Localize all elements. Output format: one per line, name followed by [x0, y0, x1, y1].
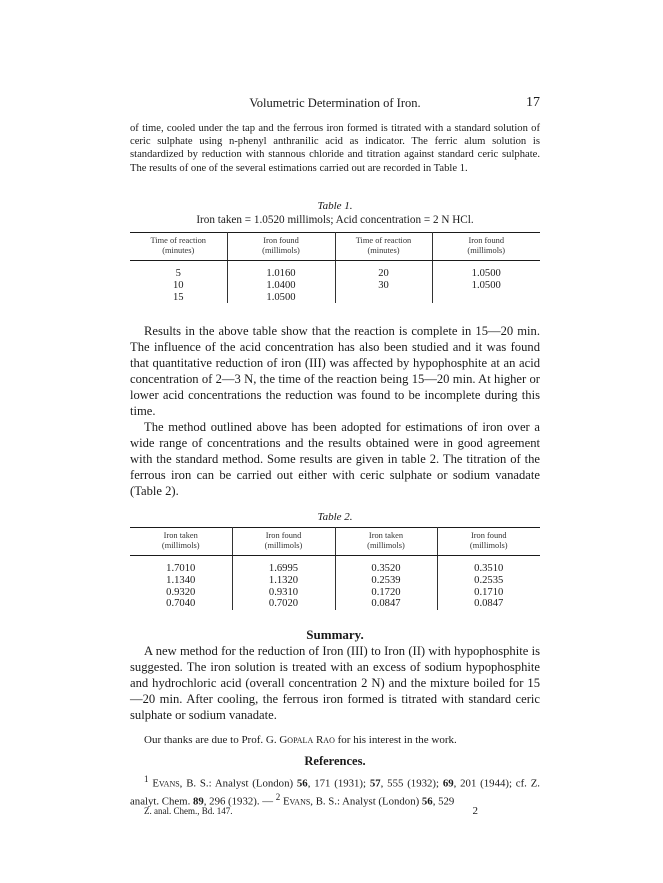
table-cell: 15	[130, 292, 227, 304]
intro-paragraph: of time, cooled under the tap and the ferrous iron formed is titrated with a standard solution of ceric sulphate using n-phenyl anthranilic acid as indicator. The ferric alum solution is standardized by reduction with stannous chloride and titration against standard ceric sulphate. The results of one of the several estimations carried out are recorded in Table 1.	[130, 123, 540, 174]
table-cell: 0.0847	[335, 598, 437, 610]
table-row	[130, 280, 540, 292]
table-cell: 1.0500	[227, 292, 335, 304]
table1-column-header	[130, 233, 227, 261]
table-cell	[432, 292, 540, 304]
ref-volume: 56	[296, 777, 308, 790]
table2-header-text: (millimols)	[264, 541, 303, 550]
thanks-name: Gopala Rao	[279, 734, 335, 746]
table-cell: 0.9320	[130, 587, 232, 599]
ref-text: : Analyst (London)	[208, 777, 297, 790]
table1-header-text: Time of reaction	[355, 236, 412, 245]
table-cell	[335, 292, 432, 304]
ref-volume: 57	[369, 777, 381, 790]
table1-column-header	[432, 233, 540, 261]
table-cell: 1.0500	[471, 279, 501, 291]
ref-text: , 171 (1931);	[307, 777, 370, 790]
table2-header-text: (millimols)	[161, 541, 200, 550]
table-cell: 0.2539	[335, 575, 437, 587]
table1-header-text: Time of reaction	[150, 236, 206, 245]
table2-header-text: Iron taken	[163, 531, 198, 540]
summary-text: A new method for the reduction of Iron (III) to Iron (II) with hypophosphite is suggested. The iron solution is treated with an excess of sodium hypophosphite and hydrochloric acid (overall concentration 2 N) and the mixture boiled for 15—20 min. After cooling, the ferrous iron formed is titrated with standard ceric sulphate or sodium vanadate.	[130, 644, 540, 722]
table2-caption: Table 2.	[317, 511, 353, 523]
table-cell: 5	[130, 261, 227, 280]
table1-column-header	[335, 233, 432, 261]
table-row	[130, 556, 540, 575]
table-row	[130, 261, 540, 280]
table-cell: 1.1340	[130, 575, 232, 587]
table1-header-text: Iron found	[468, 236, 505, 245]
summary-heading: Summary.	[306, 627, 364, 642]
table-row	[130, 575, 540, 587]
footer-signature: 2	[472, 805, 478, 817]
table1-header-text: Iron found	[263, 236, 299, 245]
table-cell: 0.9310	[232, 587, 335, 599]
table-cell: 1.7010	[130, 556, 232, 575]
table2-column-header	[232, 528, 335, 556]
acknowledgement	[144, 734, 540, 746]
table2-body	[130, 556, 540, 611]
table2-header-text: (millimols)	[469, 541, 508, 550]
references-heading: References.	[304, 754, 366, 768]
table1-body	[130, 261, 540, 304]
ref-volume: 56	[421, 795, 433, 808]
ref-text: , 296 (1932). —	[203, 795, 276, 808]
table-cell: 0.2535	[474, 574, 504, 586]
table1-header-text: (millimols)	[467, 246, 506, 255]
table-row	[130, 292, 540, 304]
ref-author: Evans, B. S.	[152, 777, 209, 790]
table1-header-row	[130, 233, 540, 261]
table2-header-row	[130, 528, 540, 556]
table-cell: 0.1710	[474, 586, 504, 598]
table-cell: 20	[335, 261, 432, 280]
ref-volume: 89	[192, 795, 204, 808]
table2-column-header	[437, 528, 540, 556]
table2-header-text: Iron found	[470, 531, 507, 540]
ref-author: Evans, B. S.	[282, 795, 338, 808]
table-cell: 0.3520	[335, 556, 437, 575]
table2-header-text: Iron taken	[368, 531, 404, 540]
table2-column-header	[130, 528, 232, 556]
table1-condition: Iron taken = 1.0520 millimols; Acid concentration = 2 N HCl.	[196, 214, 474, 226]
ref-marker: 1	[144, 774, 149, 784]
running-header	[130, 96, 540, 114]
table-cell: 0.3510	[474, 563, 504, 574]
thanks-text-after: for his interest in the work.	[334, 734, 457, 746]
table-cell: 0.0847	[474, 598, 504, 610]
table-cell: 1.6995	[232, 556, 335, 575]
ref-text: , 529	[432, 795, 455, 808]
table1-header-text: (millimols)	[262, 246, 300, 255]
table-cell: 10	[130, 280, 227, 292]
table1-header-text: (minutes)	[162, 246, 195, 255]
table-cell: 1.0400	[227, 280, 335, 292]
table-cell: 1.1320	[232, 575, 335, 587]
references-list	[130, 773, 540, 809]
table1	[130, 232, 540, 303]
ref-text: : Analyst (London)	[337, 795, 422, 808]
table1-header-text: (minutes)	[367, 246, 400, 255]
table-cell: 30	[335, 280, 432, 292]
results-paragraph: Results in the above table show that the reaction is complete in 15—20 min. The influence of the acid concentration has also been studied and it was found that quantitative reduction of iron (III) was affected by hypophosphite at an acid concentration of 2—3 N, the time of the reaction being 15—20 min. At higher or lower acid concentrations the reduction was found to be incomplete during this time.	[130, 324, 540, 418]
ref-volume: 69	[442, 777, 454, 790]
table1-caption: Table 1.	[317, 200, 353, 212]
table2-header-text: Iron found	[265, 531, 302, 540]
table-row	[130, 587, 540, 599]
running-title: Volumetric Determination of Iron.	[249, 96, 421, 110]
method-paragraph: The method outlined above has been adopted for estimations of iron over a wide range of concentrations and the results obtained were in good agreement with the standard method. Some results are given in table 2. The titration of the ferrous iron can be carried out either with ceric sulphate or sodium vanadate (Table 2).	[130, 420, 540, 498]
footer-journal: Z. anal. Chem., Bd. 147.	[144, 806, 233, 816]
table2-column-header	[335, 528, 437, 556]
table-cell: 1.0160	[227, 261, 335, 280]
ref-marker: 2	[275, 792, 281, 803]
table-cell: 1.0500	[471, 268, 501, 279]
table-cell: 0.7020	[232, 598, 335, 610]
table2	[130, 527, 540, 610]
ref-text: cf. Z. analyt. Chem.	[130, 777, 541, 808]
table-cell: 0.1720	[335, 587, 437, 599]
page-number: 17	[526, 95, 540, 110]
thanks-text-before: Our thanks are due to Prof. G.	[144, 734, 280, 746]
page-footer	[144, 806, 540, 816]
table2-header-text: (millimols)	[367, 541, 405, 550]
ref-text: , 201 (1944);	[453, 777, 512, 790]
table-row	[130, 598, 540, 610]
table-cell: 0.7040	[130, 598, 232, 610]
ref-text: , 555 (1932);	[380, 777, 443, 790]
table1-column-header	[227, 233, 335, 261]
